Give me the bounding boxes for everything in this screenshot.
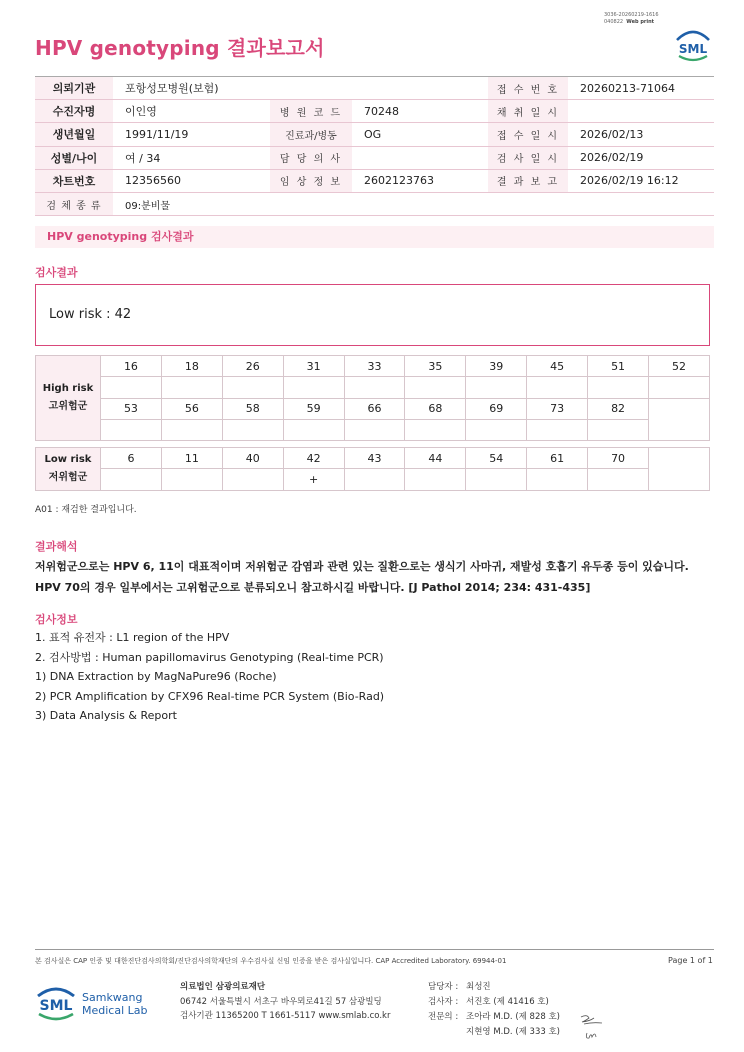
interpretation-header: 결과해석 bbox=[35, 540, 78, 553]
hpv-result-cell bbox=[344, 469, 405, 490]
value-requester: 포항성모병원(보험) bbox=[113, 77, 488, 100]
low-risk-table bbox=[35, 447, 710, 491]
signature-icon bbox=[578, 1013, 608, 1041]
svg-text:SML: SML bbox=[39, 998, 73, 1014]
document-id-line1: 3036-20260219-1616 bbox=[604, 12, 659, 18]
hpv-type-cell: 40 bbox=[222, 448, 283, 469]
hpv-result-cell bbox=[344, 377, 405, 398]
value-sex-age: 여 / 34 bbox=[113, 146, 270, 169]
samkwang-logo-icon bbox=[35, 980, 155, 1024]
hpv-result-cell bbox=[161, 469, 222, 490]
value-chart-no: 12356560 bbox=[113, 169, 270, 192]
staff-value: 지현영 M.D. (제 333 호) bbox=[466, 1027, 561, 1037]
hpv-result-cell bbox=[405, 469, 466, 490]
high-risk-label bbox=[36, 356, 101, 441]
footer-divider bbox=[35, 949, 714, 950]
interpretation-line: 저위험군으로는 HPV 6, 11이 대표적이며 저위험군 감염과 관련 있는 질환으로는 생식기 사마귀, 재발성 호흡기 유두종 등이 있습니다. bbox=[35, 560, 689, 573]
high-risk-label-en: High risk bbox=[42, 383, 94, 395]
value-specimen: 09:분비물 bbox=[113, 192, 714, 215]
sml-logo-icon bbox=[673, 26, 713, 62]
value-patient-name: 이인영 bbox=[113, 100, 270, 123]
svg-text:SML: SML bbox=[678, 42, 708, 56]
label-department: 진료과/병동 bbox=[270, 123, 352, 146]
web-print-label: Web print bbox=[626, 19, 655, 25]
empty-cell bbox=[649, 398, 710, 441]
organization-address: 06742 서울특별시 서초구 바우뫼로41길 57 삼광빌딩 bbox=[180, 996, 382, 1007]
hpv-type-cell: 73 bbox=[527, 398, 588, 419]
hpv-type-cell: 18 bbox=[161, 356, 222, 377]
value-doctor bbox=[352, 146, 488, 169]
hpv-result-cell bbox=[588, 419, 649, 440]
hpv-type-cell: 58 bbox=[222, 398, 283, 419]
label-test-time: 검 사 일 시 bbox=[488, 146, 568, 169]
high-risk-table bbox=[35, 355, 710, 441]
hpv-type-cell: 51 bbox=[588, 356, 649, 377]
hpv-type-cell: 44 bbox=[405, 448, 466, 469]
page-number: Page 1 of 1 bbox=[668, 956, 713, 965]
result-text: Low risk : 42 bbox=[49, 307, 132, 322]
hpv-type-cell: 6 bbox=[101, 448, 162, 469]
hpv-type-cell: 54 bbox=[466, 448, 527, 469]
value-hospital-code: 70248 bbox=[352, 100, 488, 123]
label-patient-name: 수진자명 bbox=[35, 100, 113, 123]
hpv-result-positive-cell: + bbox=[283, 469, 344, 490]
result-box bbox=[35, 284, 710, 346]
method-line: 3) Data Analysis & Report bbox=[35, 709, 177, 722]
document-id-code: 040822 bbox=[604, 19, 624, 25]
hpv-result-cell bbox=[344, 419, 405, 440]
hpv-result-cell bbox=[101, 469, 162, 490]
empty-cell bbox=[649, 448, 710, 491]
hpv-type-cell: 26 bbox=[222, 356, 283, 377]
low-risk-label bbox=[36, 448, 101, 491]
hpv-result-cell bbox=[466, 469, 527, 490]
label-chart-no: 차트번호 bbox=[35, 169, 113, 192]
value-department: OG bbox=[352, 123, 488, 146]
interpretation-text bbox=[35, 556, 725, 598]
staff-value: 조아라 M.D. (제 828 호) bbox=[466, 1012, 561, 1022]
label-report-time: 결 과 보 고 bbox=[488, 169, 568, 192]
hpv-type-cell: 35 bbox=[405, 356, 466, 377]
hpv-type-cell: 53 bbox=[101, 398, 162, 419]
hpv-type-cell: 59 bbox=[283, 398, 344, 419]
hpv-type-cell: 11 bbox=[161, 448, 222, 469]
method-line: 2) PCR Amplification by CFX96 Real-time PCR System (Bio-Rad) bbox=[35, 689, 385, 703]
method-header: 검사정보 bbox=[35, 613, 78, 626]
method-line: 1. 표적 유전자 : L1 region of the HPV bbox=[35, 631, 230, 644]
organization-name: 의료법인 삼광의료재단 bbox=[180, 982, 266, 992]
staff-label: 전문의 : bbox=[428, 1012, 459, 1022]
label-receipt-time: 접 수 일 시 bbox=[488, 123, 568, 146]
low-risk-label-ko: 저위험군 bbox=[48, 471, 88, 483]
method-list bbox=[35, 628, 384, 726]
hpv-type-cell: 82 bbox=[588, 398, 649, 419]
hpv-result-cell bbox=[649, 377, 710, 398]
high-risk-label-ko: 고위험군 bbox=[48, 401, 88, 413]
hpv-type-cell: 33 bbox=[344, 356, 405, 377]
patient-info-table bbox=[35, 76, 714, 216]
report-title: HPV genotyping 결과보고서 bbox=[35, 36, 325, 60]
label-requester: 의뢰기관 bbox=[35, 77, 113, 100]
hpv-result-cell bbox=[527, 419, 588, 440]
staff-value: 서진호 (제 41416 호) bbox=[466, 997, 549, 1007]
label-sex-age: 성별/나이 bbox=[35, 146, 113, 169]
value-receipt-no: 20260213-71064 bbox=[568, 77, 714, 100]
hpv-result-cell bbox=[101, 377, 162, 398]
hpv-result-cell bbox=[222, 419, 283, 440]
svg-text:Medical Lab: Medical Lab bbox=[82, 1004, 148, 1017]
hpv-type-cell: 70 bbox=[588, 448, 649, 469]
label-receipt-no: 접 수 번 호 bbox=[488, 77, 568, 100]
value-test-time: 2026/02/19 bbox=[568, 146, 714, 169]
hpv-result-cell bbox=[222, 377, 283, 398]
hpv-type-cell: 43 bbox=[344, 448, 405, 469]
label-hospital-code: 병 원 코 드 bbox=[270, 100, 352, 123]
staff-info bbox=[428, 980, 560, 1040]
hpv-result-cell bbox=[405, 377, 466, 398]
hpv-type-cell: 66 bbox=[344, 398, 405, 419]
hpv-type-cell: 45 bbox=[527, 356, 588, 377]
method-line: 2. 검사방법 : Human papillomavirus Genotyping (Real-time PCR) bbox=[35, 650, 384, 664]
hpv-result-cell bbox=[161, 419, 222, 440]
staff-label: 검사자 : bbox=[428, 997, 459, 1007]
value-collection-time bbox=[568, 100, 714, 123]
certification-text: 본 검사실은 CAP 인증 및 대한진단검사의학회/진단검사의학재단의 우수검사실 신임 인증을 받은 검사실입니다. CAP Accredited Laboratory. 69944-01 bbox=[35, 957, 507, 965]
hpv-type-cell: 31 bbox=[283, 356, 344, 377]
label-collection-time: 채 취 일 시 bbox=[488, 100, 568, 123]
staff-label: 담당자 : bbox=[428, 982, 459, 992]
label-specimen: 검 체 종 류 bbox=[35, 192, 113, 215]
hpv-type-cell: 69 bbox=[466, 398, 527, 419]
hpv-result-cell bbox=[405, 419, 466, 440]
hpv-result-cell bbox=[222, 469, 283, 490]
hpv-result-cell bbox=[527, 377, 588, 398]
hpv-type-cell: 42 bbox=[283, 448, 344, 469]
value-clinical-info: 2602123763 bbox=[352, 169, 488, 192]
label-clinical-info: 임 상 정 보 bbox=[270, 169, 352, 192]
hpv-result-cell bbox=[588, 377, 649, 398]
hpv-result-cell bbox=[283, 419, 344, 440]
result-header: 검사결과 bbox=[35, 266, 78, 279]
hpv-result-cell bbox=[588, 469, 649, 490]
hpv-type-cell: 61 bbox=[527, 448, 588, 469]
interpretation-line: HPV 70의 경우 일부에서는 고위험군으로 분류되오니 참고하시길 바랍니다. [J Pathol 2014; 234: 431-435] bbox=[35, 581, 591, 594]
svg-text:Samkwang: Samkwang bbox=[82, 991, 143, 1004]
hpv-type-cell: 39 bbox=[466, 356, 527, 377]
low-risk-label-en: Low risk bbox=[44, 453, 92, 465]
hpv-result-cell bbox=[161, 377, 222, 398]
label-doctor: 담 당 의 사 bbox=[270, 146, 352, 169]
method-line: 1) DNA Extraction by MagNaPure96 (Roche) bbox=[35, 670, 277, 683]
organization-contact: 검사기관 11365200 T 1661-5117 www.smlab.co.kr bbox=[180, 1011, 391, 1021]
hpv-result-cell bbox=[101, 419, 162, 440]
hpv-result-cell bbox=[466, 377, 527, 398]
document-id bbox=[604, 12, 684, 26]
hpv-type-cell: 52 bbox=[649, 356, 710, 377]
organization-info bbox=[180, 980, 390, 1024]
value-birthdate: 1991/11/19 bbox=[113, 123, 270, 146]
staff-value: 최성진 bbox=[466, 982, 491, 992]
value-receipt-time: 2026/02/13 bbox=[568, 123, 714, 146]
hpv-type-cell: 68 bbox=[405, 398, 466, 419]
label-birthdate: 생년월일 bbox=[35, 123, 113, 146]
hpv-result-cell bbox=[527, 469, 588, 490]
hpv-type-cell: 16 bbox=[101, 356, 162, 377]
retest-note: A01 : 재검한 결과입니다. bbox=[35, 505, 137, 515]
hpv-result-cell bbox=[466, 419, 527, 440]
hpv-result-cell bbox=[283, 377, 344, 398]
value-report-time: 2026/02/19 16:12 bbox=[568, 169, 714, 192]
section-band-title: HPV genotyping 검사결과 bbox=[35, 226, 714, 248]
hpv-type-cell: 56 bbox=[161, 398, 222, 419]
